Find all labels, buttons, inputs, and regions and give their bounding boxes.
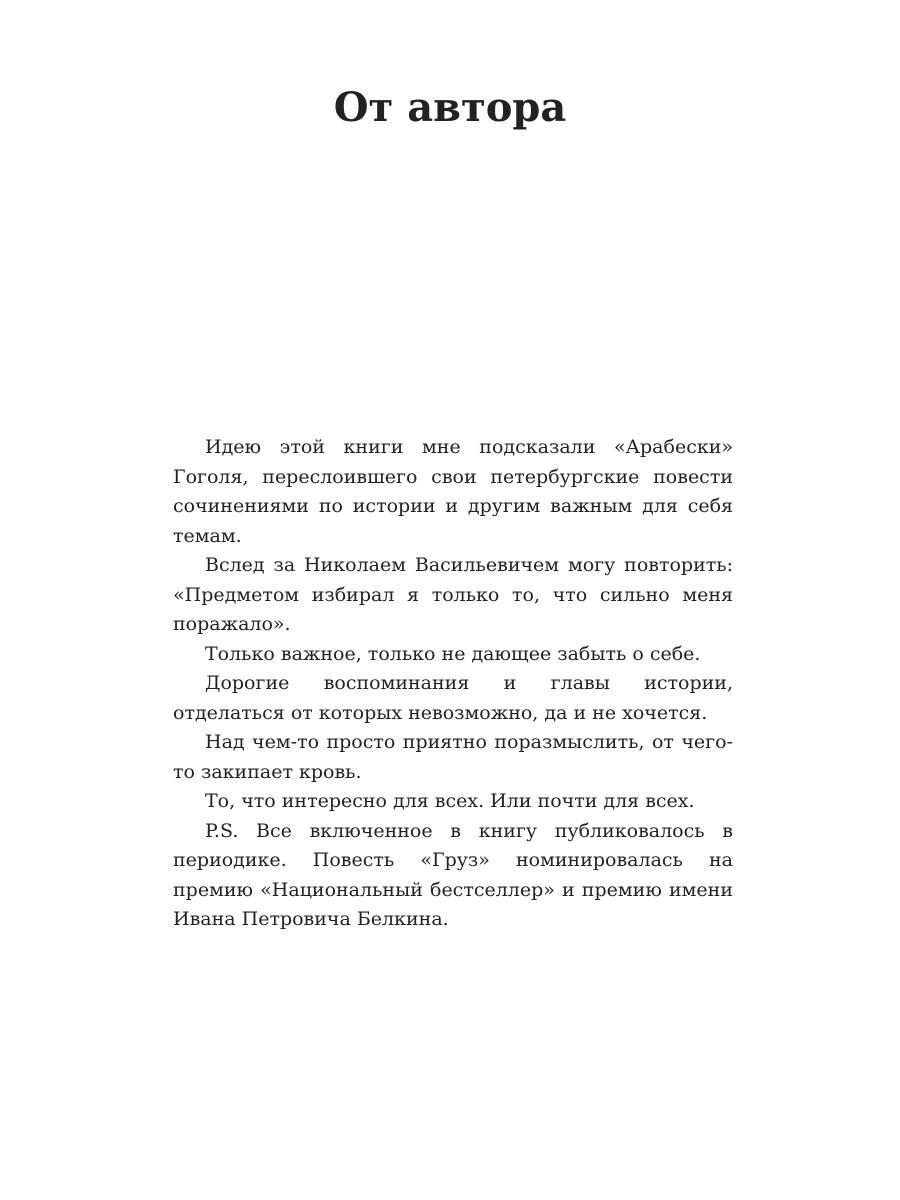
- paragraph-interest: То, что интересно для всех. Или почти для всех.: [205, 790, 695, 812]
- paragraph-reflection: Над чем-то просто приятно поразмыслить, от чего-то закипает кровь.: [173, 731, 733, 783]
- author-preface-text: [173, 433, 733, 935]
- paragraph-memories: Дорогие воспоминания и главы истории, отделаться от которых невозможно, да и не хочется.: [173, 672, 733, 724]
- paragraph-intro: Идею этой книги мне подсказали «Арабески» Гоголя, переслоившего свои петербургские повести сочинениями по истории и другим важным для себя темам.: [173, 436, 733, 547]
- paragraph-quote: Вслед за Николаем Васильевичем могу повторить: «Предметом избирал я только то, что сильно меня поражало».: [173, 554, 733, 635]
- page-title: От автора: [333, 84, 567, 131]
- paragraph-important: Только важное, только не дающее забыть о себе.: [205, 642, 701, 665]
- paragraph-postscript: P.S. Все включенное в книгу публиковалось в периодике. Повесть «Груз» номинировалась на премию «Национальный бестселлер» и премию имени Ивана Петровича Белкина.: [173, 819, 733, 930]
